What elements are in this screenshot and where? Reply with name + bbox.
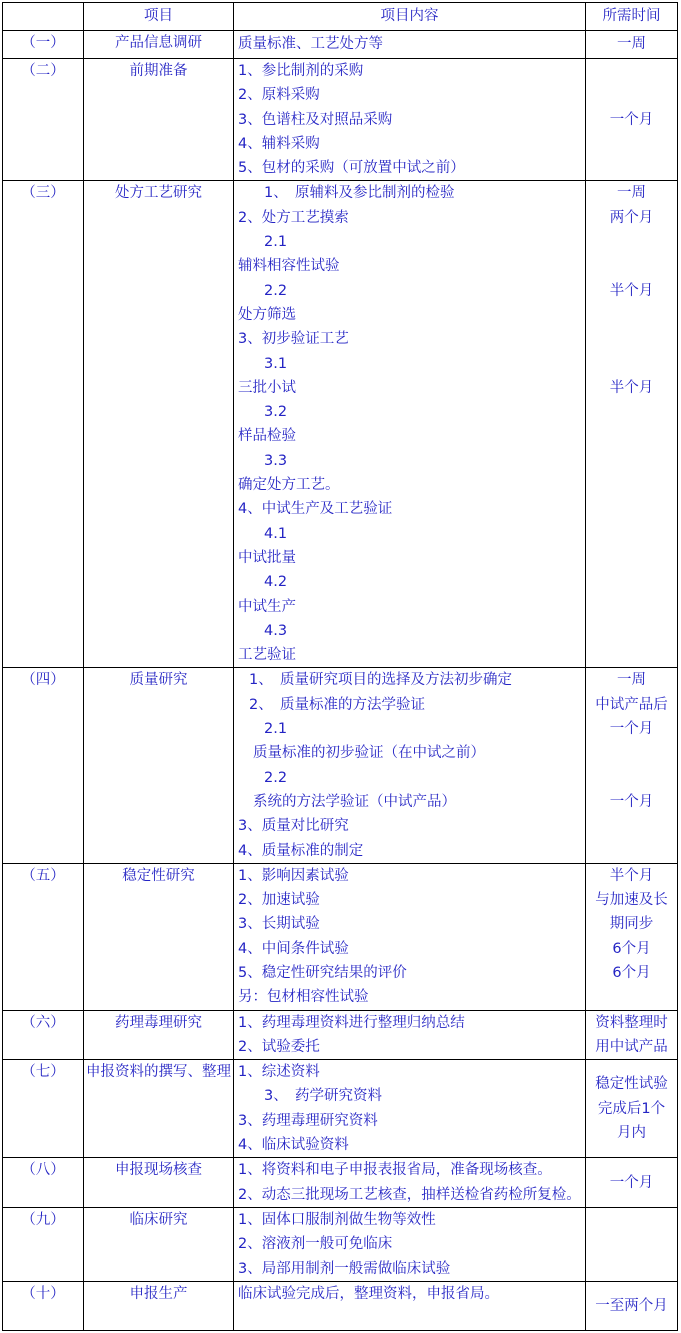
time-line: 用中试产品 (595, 1038, 668, 1055)
content-line: 样品检验 (238, 428, 296, 445)
row-project-cell: 质量研究 (84, 668, 234, 863)
content-line: 4.3 (264, 622, 288, 639)
time-line (586, 230, 677, 254)
time-line (586, 643, 677, 667)
time-line (586, 473, 677, 497)
row-index-cell: （一） (3, 31, 84, 59)
project-plan-table (2, 2, 678, 1331)
table-row (3, 1207, 678, 1281)
content-line: 另：包材相容性试验 (238, 989, 369, 1006)
content-line: 质量标准的初步验证（在中试之前） (253, 745, 485, 762)
content-line: 中试批量 (238, 549, 296, 566)
content-line: 1、 质量研究项目的选择及方法初步确定 (249, 672, 512, 689)
content-line: 2、溶液剂一般可免临床 (238, 1236, 393, 1253)
row-index-cell: （六） (3, 1010, 84, 1060)
content-line: 3、长期试验 (238, 916, 320, 933)
content-line: 2、加速试验 (238, 892, 320, 909)
header-cell-time: 所需时间 (586, 3, 678, 31)
time-line (586, 449, 677, 473)
content-line: 3、 药学研究资料 (264, 1088, 382, 1105)
row-project-cell: 申报现场核查 (84, 1158, 234, 1208)
time-line: 半个月 (609, 379, 654, 396)
time-line (586, 303, 677, 327)
row-index-cell: （二） (3, 59, 84, 181)
row-content-cell (234, 181, 586, 668)
content-line: 三批小试 (238, 379, 296, 396)
time-line: 6个月 (612, 940, 651, 957)
row-content-cell (234, 668, 586, 863)
table-row (3, 668, 678, 863)
project-table-body (3, 31, 678, 1331)
content-line: 3、药理毒理研究资料 (238, 1112, 378, 1129)
table-row (3, 181, 678, 668)
row-time-cell (586, 1060, 678, 1158)
content-line: 工艺验证 (238, 647, 296, 664)
content-line: 4、中试生产及工艺验证 (238, 501, 393, 518)
row-project-cell: 稳定性研究 (84, 863, 234, 1010)
content-line: 系统的方法学验证（中试产品） (253, 793, 456, 810)
time-line: 半个月 (609, 867, 654, 884)
content-line: 1、参比制剂的采购 (238, 63, 364, 79)
time-line (586, 400, 677, 424)
time-line: 一个月 (609, 1174, 654, 1191)
row-content-cell (234, 1010, 586, 1060)
row-time-cell (586, 181, 678, 668)
row-time-cell (586, 1207, 678, 1281)
content-line: 处方筛选 (238, 306, 296, 323)
row-content-cell (234, 59, 586, 181)
content-line: 1、将资料和电子申报表报省局，准备现场核查。 (238, 1162, 552, 1179)
row-index-cell: （十） (3, 1281, 84, 1331)
content-line: 确定处方工艺。 (238, 477, 340, 494)
row-project-cell: 处方工艺研究 (84, 181, 234, 668)
row-index-cell: （五） (3, 863, 84, 1010)
time-line: 期同步 (609, 916, 654, 933)
time-line: 完成后1个 (597, 1100, 666, 1117)
content-line: 3.2 (264, 404, 288, 421)
content-line: 质量标准、工艺处方等 (238, 36, 383, 53)
row-time-cell (586, 59, 678, 181)
time-line: 一周 (617, 185, 646, 202)
header-cell-project: 项目 (84, 3, 234, 31)
content-line: 1、固体口服制剂做生物等效性 (238, 1211, 436, 1228)
row-time-cell (586, 863, 678, 1010)
time-line (586, 766, 677, 790)
content-line: 3.1 (264, 355, 288, 372)
content-line: 1、综述资料 (238, 1064, 320, 1081)
row-time-cell (586, 1158, 678, 1208)
table-row (3, 1060, 678, 1158)
content-line: 2、试验委托 (238, 1038, 320, 1055)
content-line: 1、 原辅料及参比制剂的检验 (264, 185, 455, 202)
content-line: 2.1 (264, 721, 288, 738)
time-line (586, 570, 677, 594)
row-content-cell (234, 1158, 586, 1208)
time-line: 一个月 (609, 793, 654, 810)
content-line: 2、动态三批现场工艺核查，抽样送检省药检所复检。 (238, 1186, 581, 1203)
row-project-cell: 申报生产 (84, 1281, 234, 1331)
time-line: 一至两个月 (595, 1297, 668, 1314)
row-time-cell (586, 1010, 678, 1060)
row-project-cell: 产品信息调研 (84, 31, 234, 59)
table-row (3, 863, 678, 1010)
header-row (3, 3, 678, 31)
content-line: 1、药理毒理资料进行整理归纳总结 (238, 1014, 465, 1031)
content-line: 3、初步验证工艺 (238, 331, 349, 348)
time-line: 一周 (617, 36, 646, 53)
content-line: 2、 质量标准的方法学验证 (249, 696, 425, 713)
content-line: 4、临床试验资料 (238, 1137, 349, 1154)
content-line: 辅料相容性试验 (238, 258, 340, 275)
content-line: 3、质量对比研究 (238, 818, 349, 835)
content-line: 2.1 (264, 234, 288, 251)
table-row (3, 1281, 678, 1331)
row-project-cell: 前期准备 (84, 59, 234, 181)
time-line: 资料整理时 (595, 1014, 668, 1031)
row-project-cell: 临床研究 (84, 1207, 234, 1281)
content-line: 2.2 (264, 769, 288, 786)
time-line (586, 522, 677, 546)
content-line: 中试生产 (238, 598, 296, 615)
row-content-cell (234, 1207, 586, 1281)
row-project-cell: 药理毒理研究 (84, 1010, 234, 1060)
time-line (586, 814, 677, 838)
time-line (586, 546, 677, 570)
time-line (586, 619, 677, 643)
table-row (3, 1158, 678, 1208)
time-line: 一个月 (609, 111, 654, 128)
time-line (586, 352, 677, 376)
time-line (586, 985, 677, 1009)
content-line: 4、辅料采购 (238, 135, 320, 152)
time-line: 与加速及长 (595, 892, 668, 909)
time-line: 稳定性试验 (595, 1076, 668, 1093)
time-line: 一周 (617, 672, 646, 689)
time-line (586, 595, 677, 619)
time-line: 一个月 (609, 721, 654, 738)
header-cell-blank (3, 3, 84, 31)
row-time-cell (586, 1281, 678, 1331)
content-line: 1、影响因素试验 (238, 867, 349, 884)
time-line: 半个月 (609, 282, 654, 299)
content-line: 3、局部用制剂一般需做临床试验 (238, 1260, 451, 1277)
time-line (586, 741, 677, 765)
time-line: 两个月 (609, 209, 654, 226)
content-line: 2、处方工艺摸索 (238, 209, 349, 226)
row-content-cell (234, 1281, 586, 1331)
row-content-cell (234, 1060, 586, 1158)
content-line (234, 1306, 585, 1330)
content-line: 4.1 (264, 525, 288, 542)
content-line: 临床试验完成后，整理资料，申报省局。 (238, 1285, 499, 1302)
content-line: 2、原料采购 (238, 87, 320, 104)
row-content-cell (234, 863, 586, 1010)
row-project-cell: 申报资料的撰写、整理 (84, 1060, 234, 1158)
content-line: 4、质量标准的制定 (238, 842, 364, 859)
table-row (3, 59, 678, 181)
content-line: 5、包材的采购（可放置中试之前） (238, 160, 465, 177)
time-line (586, 1232, 677, 1256)
content-line: 2.2 (264, 282, 288, 299)
time-line (586, 327, 677, 351)
header-cell-content: 项目内容 (234, 3, 586, 31)
content-line: 4.2 (264, 574, 288, 591)
row-time-cell (586, 31, 678, 59)
table-row (3, 1010, 678, 1060)
time-line: 6个月 (612, 964, 651, 981)
table-row (3, 31, 678, 59)
row-index-cell: （三） (3, 181, 84, 668)
time-line (586, 254, 677, 278)
content-line: 3、色谱柱及对照品采购 (238, 111, 393, 128)
time-line (586, 839, 677, 863)
row-index-cell: （八） (3, 1158, 84, 1208)
time-line (586, 497, 677, 521)
row-time-cell (586, 668, 678, 863)
row-content-cell (234, 31, 586, 59)
content-line: 3.3 (264, 452, 288, 469)
row-index-cell: （九） (3, 1207, 84, 1281)
row-index-cell: （七） (3, 1060, 84, 1158)
row-index-cell: （四） (3, 668, 84, 863)
time-line: 中试产品后 (595, 696, 668, 713)
time-line: 月内 (617, 1124, 646, 1141)
time-line (586, 424, 677, 448)
content-line: 4、中间条件试验 (238, 940, 349, 957)
content-line: 5、稳定性研究结果的评价 (238, 964, 407, 981)
